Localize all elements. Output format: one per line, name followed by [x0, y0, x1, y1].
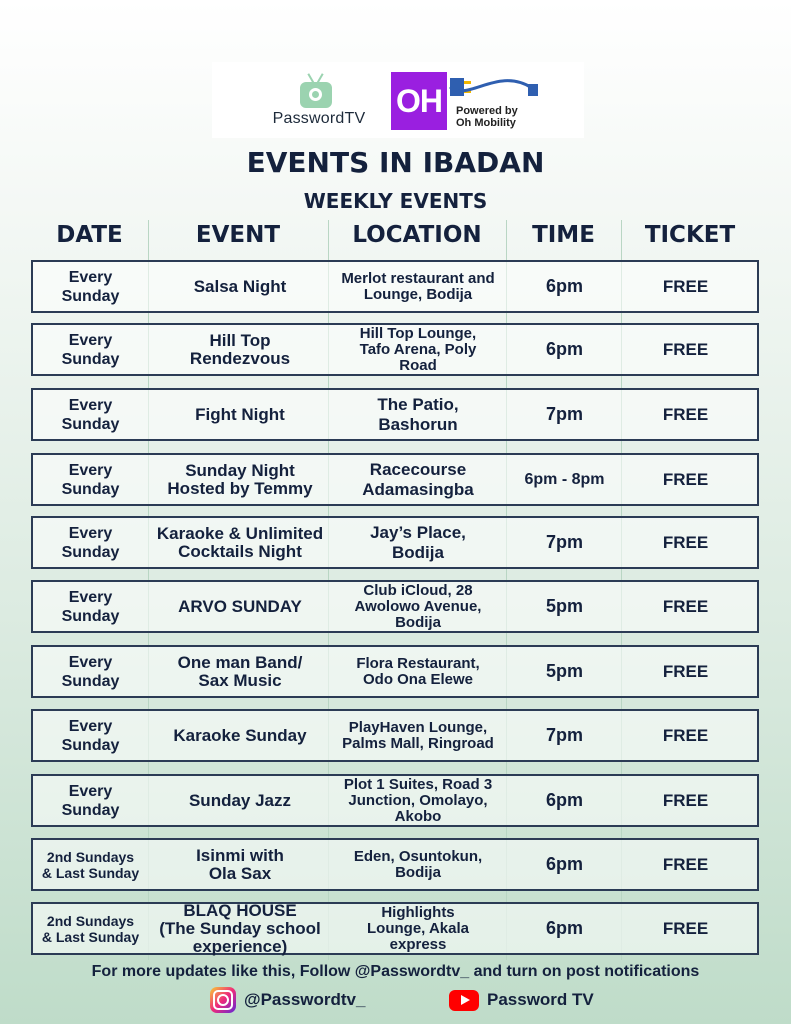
date-line: Sunday	[61, 672, 120, 690]
event-line: Hill Top	[209, 330, 271, 350]
event-date	[33, 582, 148, 631]
event-time: 6pm	[545, 854, 583, 874]
table-header	[0, 222, 791, 256]
event-time: 7pm	[545, 532, 583, 552]
date-line: 2nd Sundays	[46, 848, 135, 865]
event-line: Ola Sax	[208, 863, 272, 883]
powered-by-line1: Powered by	[456, 105, 518, 117]
location-line: express	[389, 935, 447, 953]
event-ticket: FREE	[662, 790, 709, 810]
event-location	[330, 647, 506, 696]
instagram-icon	[210, 987, 236, 1013]
table-row	[31, 388, 759, 441]
location-line: Jay’s Place,	[370, 522, 466, 542]
header-location: LOCATION	[352, 222, 482, 248]
event-line: ARVO SUNDAY	[178, 596, 302, 616]
location-line: Racecourse	[369, 459, 467, 479]
event-ticket: FREE	[662, 339, 709, 359]
passwordtv-wordmark: PasswordTV	[272, 110, 366, 127]
date-line: Every	[68, 396, 113, 414]
event-date	[33, 518, 148, 567]
powered-by-text	[456, 105, 566, 129]
event-location	[330, 840, 506, 889]
location-line: Bodija	[395, 613, 441, 631]
table-row	[31, 516, 759, 569]
location-line: Adamasingba	[362, 479, 474, 499]
event-date	[33, 325, 148, 374]
event-time: 5pm	[545, 661, 583, 681]
location-line: Awolowo Avenue,	[354, 597, 482, 615]
date-line: Sunday	[61, 801, 120, 819]
date-line: Sunday	[61, 350, 120, 368]
event-time: 7pm	[545, 404, 583, 424]
location-line: Lounge, Akala	[367, 919, 469, 937]
date-line: Every	[68, 461, 113, 479]
location-line: Lounge, Bodija	[363, 285, 473, 303]
date-line: & Last Sunday	[41, 928, 140, 945]
event-time: 5pm	[545, 596, 583, 616]
event-date	[33, 390, 148, 439]
table-row	[31, 774, 759, 827]
youtube-link[interactable]	[449, 986, 594, 1014]
table-row	[31, 902, 759, 955]
date-line: Every	[68, 717, 113, 735]
plug-icon	[448, 72, 540, 106]
event-line: Fight Night	[195, 404, 285, 424]
date-line: Every	[68, 524, 113, 542]
header-date: DATE	[56, 222, 123, 248]
event-line: experience)	[192, 936, 288, 956]
event-line: Salsa Night	[193, 276, 287, 296]
event-location	[330, 776, 506, 825]
location-line: Club iCloud, 28	[363, 581, 473, 599]
event-name	[150, 390, 330, 439]
event-location	[330, 262, 506, 311]
event-line: Karaoke & Unlimited	[156, 523, 324, 543]
location-line: Hill Top Lounge,	[359, 324, 477, 342]
location-line: Palms Mall, Ringroad	[342, 734, 494, 752]
event-time: 6pm - 8pm	[524, 470, 605, 488]
event-name	[150, 455, 330, 504]
event-date	[33, 904, 148, 953]
event-line: Cocktails Night	[178, 541, 302, 561]
event-ticket: FREE	[662, 532, 709, 552]
event-location	[330, 325, 506, 374]
youtube-channel: Password TV	[487, 990, 594, 1009]
event-line: Hosted by Temmy	[167, 478, 313, 498]
date-line: Every	[68, 782, 113, 800]
date-line: Sunday	[61, 480, 120, 498]
event-location	[330, 390, 506, 439]
event-line: One man Band/	[177, 652, 303, 672]
event-line: Sunday Night	[185, 460, 295, 480]
date-line: Sunday	[61, 736, 120, 754]
page-title: EVENTS IN IBADAN	[246, 146, 545, 179]
location-line: Akobo	[394, 807, 442, 825]
event-date	[33, 840, 148, 889]
table-row	[31, 709, 759, 762]
location-line: Merlot restaurant and	[341, 269, 495, 287]
date-line: Sunday	[61, 543, 120, 561]
event-location	[330, 711, 506, 760]
date-line: Every	[68, 331, 113, 349]
event-line: Karaoke Sunday	[173, 725, 307, 745]
youtube-icon	[449, 990, 479, 1011]
date-line: & Last Sunday	[41, 864, 140, 881]
event-name	[150, 711, 330, 760]
event-line: (The Sunday school	[159, 918, 321, 938]
passwordtv-logo	[264, 70, 374, 134]
follow-note: For more updates like this, Follow @Passwordtv_ and turn on post notifications	[91, 963, 700, 980]
event-line: Sunday Jazz	[188, 790, 292, 810]
event-location	[330, 518, 506, 567]
location-line: Highlights	[381, 903, 455, 921]
location-line: Bodija	[395, 863, 441, 881]
event-name	[150, 582, 330, 631]
event-time: 6pm	[545, 918, 583, 938]
location-line: Plot 1 Suites, Road 3	[343, 775, 493, 793]
powered-by-line2: Oh Mobility	[456, 117, 516, 129]
location-line: The Patio,	[377, 394, 459, 414]
table-row	[31, 645, 759, 698]
event-name	[150, 518, 330, 567]
event-line: Isinmi with	[196, 845, 284, 865]
event-location	[330, 904, 506, 953]
instagram-handle: @Passwordtv_	[244, 990, 366, 1009]
event-date	[33, 776, 148, 825]
event-line: Rendezvous	[189, 348, 291, 368]
table-row	[31, 453, 759, 506]
location-line: Bashorun	[378, 414, 458, 434]
header-ticket: TICKET	[644, 222, 736, 248]
table-row	[31, 323, 759, 376]
table-row	[31, 260, 759, 313]
event-ticket: FREE	[662, 725, 709, 745]
location-line: Eden, Osuntokun,	[353, 847, 483, 865]
header-event: EVENT	[195, 222, 281, 248]
table-row	[31, 838, 759, 891]
event-ticket: FREE	[662, 918, 709, 938]
event-ticket: FREE	[662, 276, 709, 296]
event-name	[150, 262, 330, 311]
event-ticket: FREE	[662, 661, 709, 681]
location-line: Odo Ona Elewe	[362, 670, 474, 688]
event-date	[33, 455, 148, 504]
event-name	[150, 900, 330, 956]
event-name	[150, 325, 330, 374]
instagram-link[interactable]	[210, 986, 365, 1014]
date-line: Every	[68, 653, 113, 671]
location-line: Tafo Arena, Poly	[359, 340, 477, 358]
date-line: 2nd Sundays	[46, 912, 135, 929]
oh-mobility-logo: OH	[391, 72, 447, 130]
date-line: Sunday	[61, 287, 120, 305]
event-date	[33, 647, 148, 696]
event-ticket: FREE	[662, 596, 709, 616]
date-line: Every	[68, 268, 113, 286]
event-time: 6pm	[545, 276, 583, 296]
event-line: BLAQ HOUSE	[183, 900, 297, 920]
event-date	[33, 262, 148, 311]
event-name	[150, 840, 330, 889]
event-ticket: FREE	[662, 469, 709, 489]
event-ticket: FREE	[662, 854, 709, 874]
event-name	[150, 647, 330, 696]
location-line: Road	[399, 356, 437, 374]
location-line: PlayHaven Lounge,	[348, 718, 488, 736]
date-line: Sunday	[61, 415, 120, 433]
event-location	[330, 582, 506, 631]
header-time: TIME	[532, 222, 595, 248]
location-line: Bodija	[392, 542, 444, 562]
event-name	[150, 776, 330, 825]
date-line: Sunday	[61, 607, 120, 625]
event-time: 6pm	[545, 339, 583, 359]
page-subtitle: WEEKLY EVENTS	[303, 189, 488, 213]
event-ticket: FREE	[662, 404, 709, 424]
event-location	[330, 455, 506, 504]
event-line: Sax Music	[198, 670, 282, 690]
tv-icon	[300, 82, 332, 108]
event-time: 7pm	[545, 725, 583, 745]
event-time: 6pm	[545, 790, 583, 810]
location-line: Flora Restaurant,	[356, 654, 480, 672]
location-line: Junction, Omolayo,	[348, 791, 488, 809]
table-row	[31, 580, 759, 633]
event-date	[33, 711, 148, 760]
date-line: Every	[68, 588, 113, 606]
